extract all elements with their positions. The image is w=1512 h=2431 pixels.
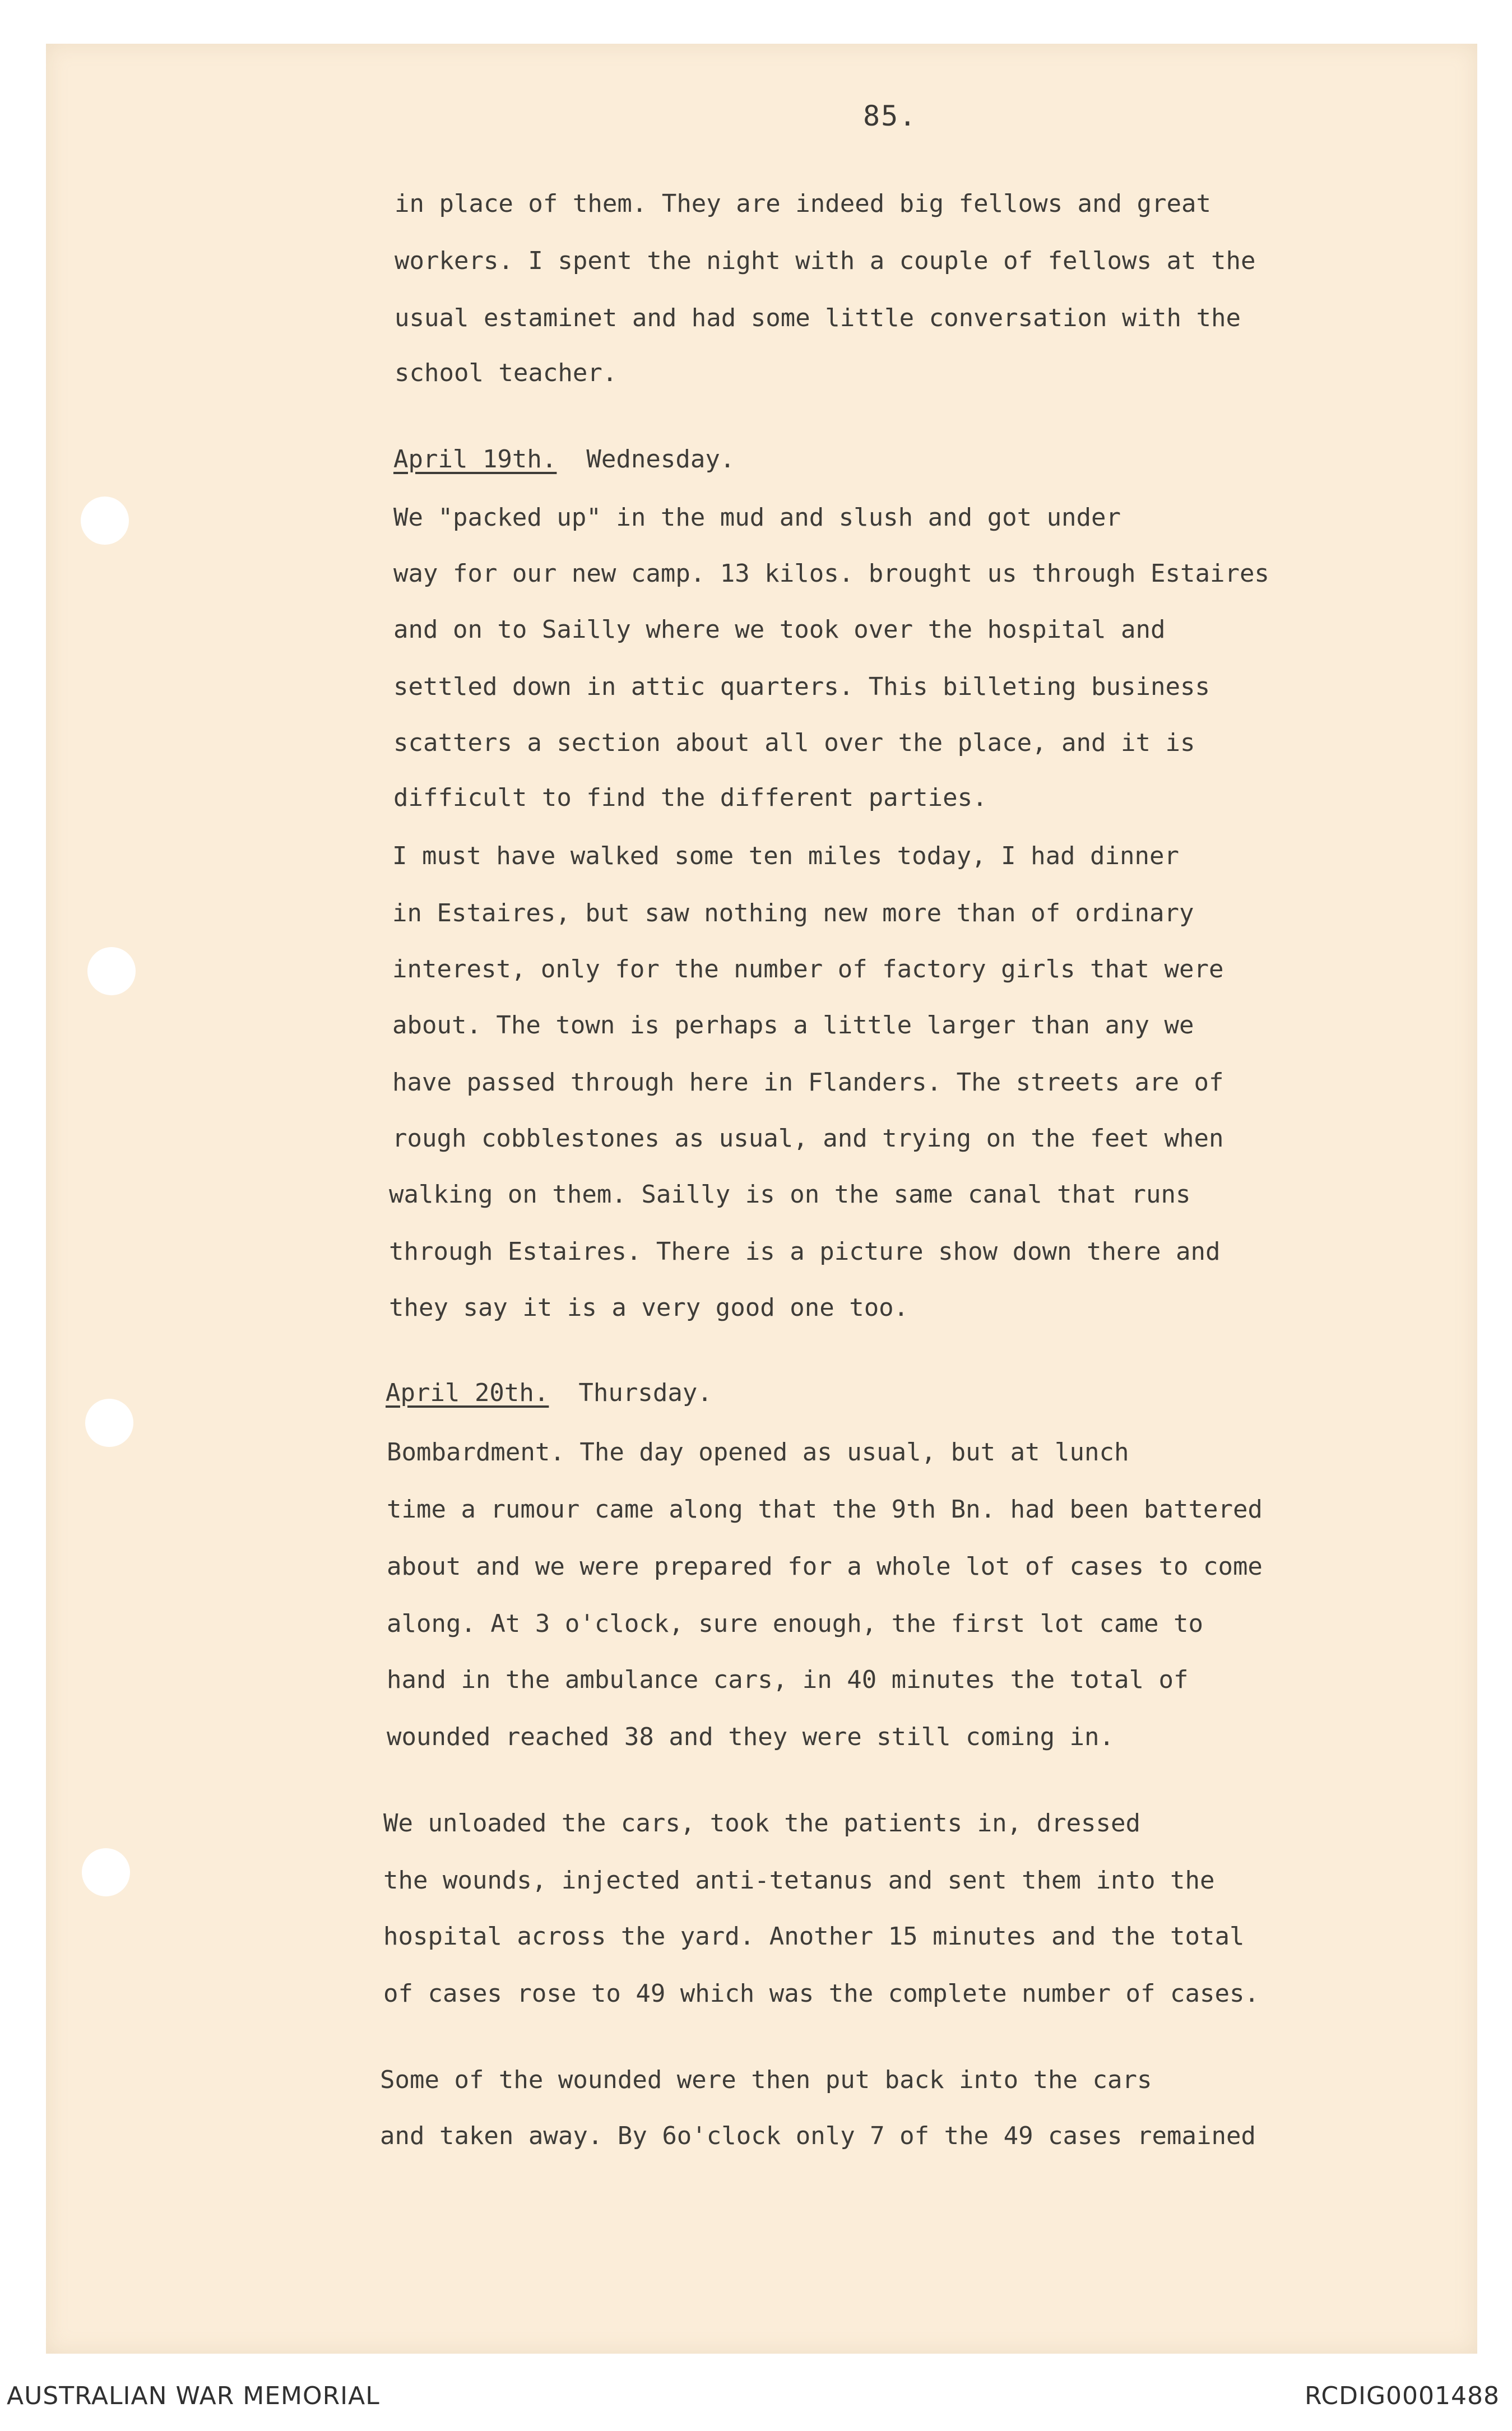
text-line: workers. I spent the night with a couple of fellows at the — [395, 247, 1256, 275]
text-line: and on to Sailly where we took over the hospital and — [393, 615, 1166, 644]
footer-reference-id: RCDIG0001488 — [1304, 2382, 1500, 2410]
text-line: interest, only for the number of factory girls that were — [392, 955, 1224, 983]
text-line: wounded reached 38 and they were still coming in. — [387, 1723, 1115, 1751]
entry-day: Thursday. — [578, 1379, 712, 1407]
punch-hole — [87, 947, 136, 995]
text-line: along. At 3 o'clock, sure enough, the first lot came to — [387, 1609, 1203, 1638]
text-line: in Estaires, but saw nothing new more than of ordinary — [392, 899, 1194, 927]
text-line: We "packed up" in the mud and slush and got under — [393, 503, 1121, 532]
text-line: and taken away. By 6o'clock only 7 of the 49 cases remained — [380, 2122, 1256, 2150]
text-line: usual estaminet and had some little conversation with the — [395, 304, 1241, 332]
text-line: the wounds, injected anti-tetanus and sent them into the — [383, 1866, 1215, 1895]
text-line: have passed through here in Flanders. The streets are of — [392, 1068, 1224, 1097]
text-line: Bombardment. The day opened as usual, but at lunch — [387, 1438, 1129, 1467]
punch-hole — [85, 1399, 133, 1447]
text-line: Some of the wounded were then put back into the cars — [380, 2066, 1152, 2094]
text-line: through Estaires. There is a picture show down there and — [389, 1237, 1221, 1266]
text-line: way for our new camp. 13 kilos. brought us through Estaires — [393, 559, 1269, 588]
text-line: walking on them. Sailly is on the same canal that runs — [389, 1180, 1191, 1209]
text-line: school teacher. — [395, 359, 618, 387]
entry-date: April 20th. — [386, 1379, 549, 1407]
punch-hole — [81, 497, 129, 545]
text-line: I must have walked some ten miles today, I had dinner — [392, 842, 1179, 870]
text-line: time a rumour came along that the 9th Bn. had been battered — [387, 1495, 1263, 1524]
entry-date: April 19th. — [393, 445, 557, 474]
entry-heading — [393, 445, 735, 474]
page-number: 85. — [863, 100, 917, 132]
footer-institution: AUSTRALIAN WAR MEMORIAL — [7, 2382, 380, 2410]
text-line: hospital across the yard. Another 15 minutes and the total — [383, 1922, 1245, 1951]
text-line: rough cobblestones as usual, and trying on the feet when — [392, 1124, 1224, 1153]
entry-heading — [386, 1379, 712, 1408]
entry-day: Wednesday. — [586, 445, 735, 474]
punch-hole — [82, 1848, 130, 1896]
typescript-page — [46, 44, 1477, 2354]
text-line: of cases rose to 49 which was the complete number of cases. — [383, 1979, 1259, 2008]
text-line: they say it is a very good one too. — [389, 1293, 909, 1322]
text-line: about and we were prepared for a whole lot of cases to come — [387, 1552, 1263, 1581]
text-line: difficult to find the different parties. — [393, 783, 987, 812]
text-line: settled down in attic quarters. This billeting business — [393, 672, 1210, 701]
text-line: in place of them. They are indeed big fellows and great — [395, 189, 1211, 218]
text-line: hand in the ambulance cars, in 40 minutes the total of — [387, 1665, 1189, 1694]
text-line: about. The town is perhaps a little larger than any we — [392, 1011, 1194, 1040]
text-line: We unloaded the cars, took the patients in, dressed — [383, 1809, 1141, 1838]
text-line: scatters a section about all over the place, and it is — [393, 729, 1195, 757]
